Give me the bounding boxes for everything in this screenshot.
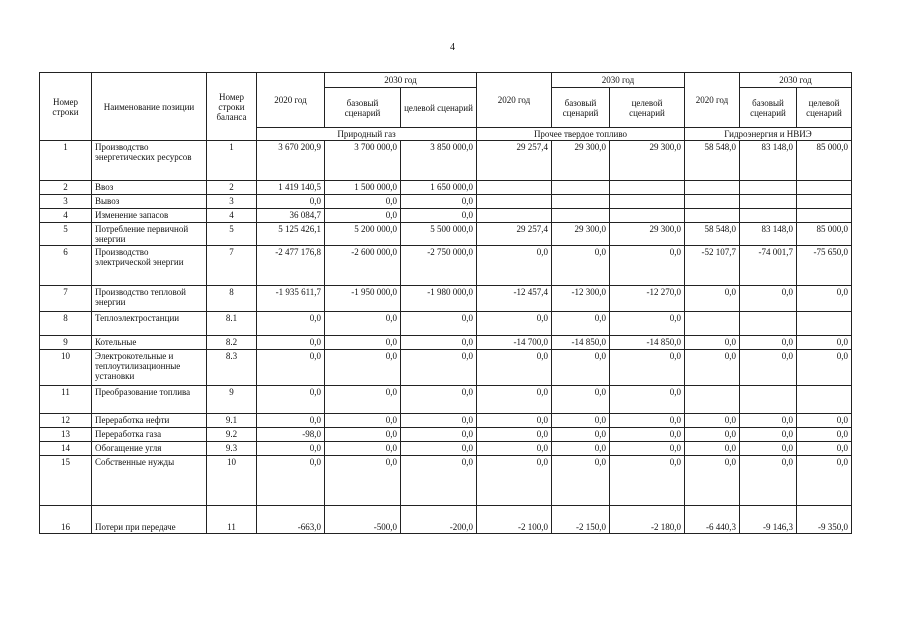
header-balance-row: Номер строки баланса — [207, 73, 257, 141]
value-cell — [685, 195, 740, 209]
table-row — [40, 181, 852, 195]
table-row — [40, 286, 852, 312]
value-cell: 0,0 — [552, 414, 610, 428]
value-cell: 0,0 — [325, 442, 401, 456]
value-cell: 0,0 — [552, 456, 610, 506]
table-row — [40, 141, 852, 181]
row-number-cell: 7 — [40, 286, 92, 312]
value-cell: 0,0 — [610, 456, 685, 506]
value-cell: 0,0 — [685, 456, 740, 506]
value-cell: -12 457,4 — [477, 286, 552, 312]
position-name-cell: Производство тепловой энергии — [92, 286, 207, 312]
value-cell: 0,0 — [552, 442, 610, 456]
value-cell: 0,0 — [797, 350, 852, 386]
header-gas-2020: 2020 год — [257, 73, 325, 128]
row-number-cell: 4 — [40, 209, 92, 223]
row-number-cell: 15 — [40, 456, 92, 506]
value-cell: 0,0 — [685, 414, 740, 428]
header-gas-2030: 2030 год — [325, 73, 477, 88]
position-name-cell: Производство электрической энергии — [92, 246, 207, 286]
value-cell: -9 146,3 — [740, 506, 797, 534]
value-cell: 0,0 — [477, 246, 552, 286]
header-name: Наименование позиции — [92, 73, 207, 141]
table-row — [40, 414, 852, 428]
value-cell: 83 148,0 — [740, 223, 797, 246]
value-cell — [610, 209, 685, 223]
value-cell: 29 300,0 — [552, 141, 610, 181]
value-cell: 0,0 — [610, 386, 685, 414]
value-cell: 0,0 — [401, 209, 477, 223]
value-cell: 3 670 200,9 — [257, 141, 325, 181]
value-cell — [552, 195, 610, 209]
value-cell: 0,0 — [610, 442, 685, 456]
header-gas-base: базовый сценарий — [325, 88, 401, 128]
value-cell: -6 440,3 — [685, 506, 740, 534]
row-number-cell: 8 — [40, 312, 92, 336]
value-cell: 0,0 — [477, 456, 552, 506]
balance-row-cell: 8 — [207, 286, 257, 312]
value-cell: 0,0 — [685, 442, 740, 456]
header-solid-target: целевой сценарий — [610, 88, 685, 128]
value-cell: -2 180,0 — [610, 506, 685, 534]
balance-row-cell: 8.1 — [207, 312, 257, 336]
header-hydro-base: базовый сценарий — [740, 88, 797, 128]
value-cell: 1 650 000,0 — [401, 181, 477, 195]
value-cell: 0,0 — [552, 246, 610, 286]
table-row — [40, 428, 852, 442]
value-cell: 0,0 — [610, 428, 685, 442]
value-cell: 29 300,0 — [552, 223, 610, 246]
position-name-cell: Потребление первичной энергии — [92, 223, 207, 246]
balance-row-cell: 9.1 — [207, 414, 257, 428]
row-number-cell: 11 — [40, 386, 92, 414]
position-name-cell: Производство энергетических ресурсов — [92, 141, 207, 181]
value-cell: 0,0 — [325, 312, 401, 336]
value-cell: 0,0 — [552, 428, 610, 442]
value-cell: 0,0 — [610, 246, 685, 286]
table-row — [40, 246, 852, 286]
value-cell: -52 107,7 — [685, 246, 740, 286]
value-cell: 0,0 — [740, 442, 797, 456]
value-cell: 0,0 — [401, 414, 477, 428]
value-cell: -75 650,0 — [797, 246, 852, 286]
value-cell: 0,0 — [797, 428, 852, 442]
row-number-cell: 10 — [40, 350, 92, 386]
value-cell: 29 257,4 — [477, 223, 552, 246]
value-cell: -74 001,7 — [740, 246, 797, 286]
value-cell: 0,0 — [257, 350, 325, 386]
value-cell: 0,0 — [685, 350, 740, 386]
position-name-cell: Вывоз — [92, 195, 207, 209]
value-cell: 0,0 — [685, 286, 740, 312]
value-cell — [740, 195, 797, 209]
position-name-cell: Обогащение угля — [92, 442, 207, 456]
balance-row-cell: 11 — [207, 506, 257, 534]
value-cell: 1 500 000,0 — [325, 181, 401, 195]
value-cell: 0,0 — [740, 456, 797, 506]
balance-row-cell: 5 — [207, 223, 257, 246]
position-name-cell: Собственные нужды — [92, 456, 207, 506]
value-cell: -663,0 — [257, 506, 325, 534]
table-row — [40, 442, 852, 456]
value-cell: 0,0 — [610, 312, 685, 336]
row-number-cell: 12 — [40, 414, 92, 428]
row-number-cell: 2 — [40, 181, 92, 195]
row-number-cell: 3 — [40, 195, 92, 209]
value-cell: 0,0 — [257, 456, 325, 506]
table-row — [40, 456, 852, 506]
value-cell — [740, 181, 797, 195]
value-cell: 0,0 — [257, 386, 325, 414]
group-hydro-renewables: Гидроэнергия и НВИЭ — [685, 128, 852, 141]
value-cell: 0,0 — [257, 336, 325, 350]
position-name-cell: Котельные — [92, 336, 207, 350]
value-cell: 0,0 — [401, 386, 477, 414]
value-cell: 29 300,0 — [610, 223, 685, 246]
value-cell: 0,0 — [477, 442, 552, 456]
value-cell: 0,0 — [401, 312, 477, 336]
value-cell: 0,0 — [610, 350, 685, 386]
value-cell: 0,0 — [740, 350, 797, 386]
balance-row-cell: 9.2 — [207, 428, 257, 442]
value-cell: 0,0 — [610, 414, 685, 428]
value-cell: 0,0 — [685, 428, 740, 442]
balance-row-cell: 4 — [207, 209, 257, 223]
value-cell: 58 548,0 — [685, 141, 740, 181]
value-cell: -12 300,0 — [552, 286, 610, 312]
table-row — [40, 350, 852, 386]
value-cell: 0,0 — [325, 209, 401, 223]
value-cell — [797, 386, 852, 414]
value-cell — [685, 312, 740, 336]
header-hydro-target: целевой сценарий — [797, 88, 852, 128]
value-cell: 5 500 000,0 — [401, 223, 477, 246]
value-cell — [610, 181, 685, 195]
value-cell — [477, 209, 552, 223]
header-solid-2030: 2030 год — [552, 73, 685, 88]
row-number-cell: 1 — [40, 141, 92, 181]
value-cell: -2 100,0 — [477, 506, 552, 534]
value-cell: -98,0 — [257, 428, 325, 442]
table-row — [40, 195, 852, 209]
header-row-no: Номер строки — [40, 73, 92, 141]
value-cell — [797, 195, 852, 209]
value-cell — [797, 209, 852, 223]
value-cell: 0,0 — [477, 428, 552, 442]
value-cell: 0,0 — [685, 336, 740, 350]
value-cell — [797, 312, 852, 336]
position-name-cell: Преобразование топлива — [92, 386, 207, 414]
value-cell: -14 850,0 — [610, 336, 685, 350]
value-cell: 0,0 — [257, 195, 325, 209]
value-cell — [610, 195, 685, 209]
table-row — [40, 209, 852, 223]
group-natural-gas: Природный газ — [257, 128, 477, 141]
balance-row-cell: 3 — [207, 195, 257, 209]
value-cell: -2 750 000,0 — [401, 246, 477, 286]
energy-balance-table — [39, 72, 852, 534]
value-cell: 83 148,0 — [740, 141, 797, 181]
value-cell: 0,0 — [325, 456, 401, 506]
header-solid-base: базовый сценарий — [552, 88, 610, 128]
value-cell: 85 000,0 — [797, 141, 852, 181]
page-number: 4 — [450, 42, 455, 53]
value-cell: 0,0 — [477, 386, 552, 414]
position-name-cell: Потери при передаче — [92, 506, 207, 534]
value-cell: 0,0 — [401, 428, 477, 442]
value-cell — [740, 386, 797, 414]
row-number-cell: 5 — [40, 223, 92, 246]
balance-row-cell: 7 — [207, 246, 257, 286]
value-cell: -14 850,0 — [552, 336, 610, 350]
table-row — [40, 223, 852, 246]
value-cell: 0,0 — [325, 350, 401, 386]
value-cell: 3 850 000,0 — [401, 141, 477, 181]
position-name-cell: Электрокотельные и теплоутилизационные установки — [92, 350, 207, 386]
value-cell: 29 257,4 — [477, 141, 552, 181]
header-hydro-2020: 2020 год — [685, 73, 740, 128]
value-cell: 0,0 — [740, 336, 797, 350]
position-name-cell: Переработка газа — [92, 428, 207, 442]
position-name-cell: Изменение запасов — [92, 209, 207, 223]
row-number-cell: 16 — [40, 506, 92, 534]
value-cell: 0,0 — [401, 336, 477, 350]
value-cell: 5 125 426,1 — [257, 223, 325, 246]
value-cell: 0,0 — [740, 414, 797, 428]
value-cell: -1 935 611,7 — [257, 286, 325, 312]
balance-row-cell: 2 — [207, 181, 257, 195]
value-cell: 0,0 — [552, 386, 610, 414]
value-cell: 0,0 — [797, 442, 852, 456]
balance-row-cell: 10 — [207, 456, 257, 506]
value-cell: 0,0 — [477, 312, 552, 336]
table-body — [40, 141, 852, 534]
value-cell: 0,0 — [257, 414, 325, 428]
value-cell: 0,0 — [797, 414, 852, 428]
table-row — [40, 336, 852, 350]
position-name-cell: Переработка нефти — [92, 414, 207, 428]
row-number-cell: 6 — [40, 246, 92, 286]
value-cell: 0,0 — [325, 336, 401, 350]
row-number-cell: 9 — [40, 336, 92, 350]
value-cell — [477, 181, 552, 195]
value-cell: -500,0 — [325, 506, 401, 534]
row-number-cell: 14 — [40, 442, 92, 456]
value-cell: 0,0 — [257, 442, 325, 456]
value-cell: 0,0 — [552, 350, 610, 386]
value-cell: 0,0 — [401, 350, 477, 386]
table-row — [40, 312, 852, 336]
header-gas-target: целевой сценарий — [401, 88, 477, 128]
value-cell — [740, 312, 797, 336]
value-cell — [685, 209, 740, 223]
balance-row-cell: 1 — [207, 141, 257, 181]
value-cell: 3 700 000,0 — [325, 141, 401, 181]
value-cell — [740, 209, 797, 223]
balance-row-cell: 9 — [207, 386, 257, 414]
value-cell: 0,0 — [325, 414, 401, 428]
header-solid-2020: 2020 год — [477, 73, 552, 128]
value-cell — [552, 209, 610, 223]
value-cell: 0,0 — [740, 286, 797, 312]
value-cell: -2 477 176,8 — [257, 246, 325, 286]
position-name-cell: Теплоэлектростанции — [92, 312, 207, 336]
row-number-cell: 13 — [40, 428, 92, 442]
value-cell: -200,0 — [401, 506, 477, 534]
position-name-cell: Ввоз — [92, 181, 207, 195]
value-cell: -1 950 000,0 — [325, 286, 401, 312]
value-cell — [797, 181, 852, 195]
value-cell: 0,0 — [325, 386, 401, 414]
value-cell: 0,0 — [477, 414, 552, 428]
value-cell: 0,0 — [797, 336, 852, 350]
value-cell — [685, 181, 740, 195]
balance-row-cell: 8.3 — [207, 350, 257, 386]
value-cell: -14 700,0 — [477, 336, 552, 350]
value-cell: 29 300,0 — [610, 141, 685, 181]
header-hydro-2030: 2030 год — [740, 73, 852, 88]
value-cell — [685, 386, 740, 414]
value-cell: 0,0 — [797, 286, 852, 312]
value-cell: 1 419 140,5 — [257, 181, 325, 195]
value-cell — [477, 195, 552, 209]
value-cell: 0,0 — [325, 195, 401, 209]
group-other-solid-fuel: Прочее твердое топливо — [477, 128, 685, 141]
value-cell: 0,0 — [552, 312, 610, 336]
value-cell: 0,0 — [740, 428, 797, 442]
value-cell: 58 548,0 — [685, 223, 740, 246]
table-row — [40, 386, 852, 414]
value-cell: 0,0 — [325, 428, 401, 442]
value-cell: -1 980 000,0 — [401, 286, 477, 312]
value-cell: 36 084,7 — [257, 209, 325, 223]
value-cell: 0,0 — [401, 195, 477, 209]
value-cell — [552, 181, 610, 195]
balance-row-cell: 9.3 — [207, 442, 257, 456]
value-cell: 0,0 — [797, 456, 852, 506]
value-cell: -12 270,0 — [610, 286, 685, 312]
value-cell: -2 150,0 — [552, 506, 610, 534]
value-cell: 85 000,0 — [797, 223, 852, 246]
value-cell: 0,0 — [257, 312, 325, 336]
value-cell: -2 600 000,0 — [325, 246, 401, 286]
value-cell: 5 200 000,0 — [325, 223, 401, 246]
value-cell: 0,0 — [401, 456, 477, 506]
value-cell: -9 350,0 — [797, 506, 852, 534]
value-cell: 0,0 — [401, 442, 477, 456]
value-cell: 0,0 — [477, 350, 552, 386]
balance-row-cell: 8.2 — [207, 336, 257, 350]
table-row — [40, 506, 852, 534]
